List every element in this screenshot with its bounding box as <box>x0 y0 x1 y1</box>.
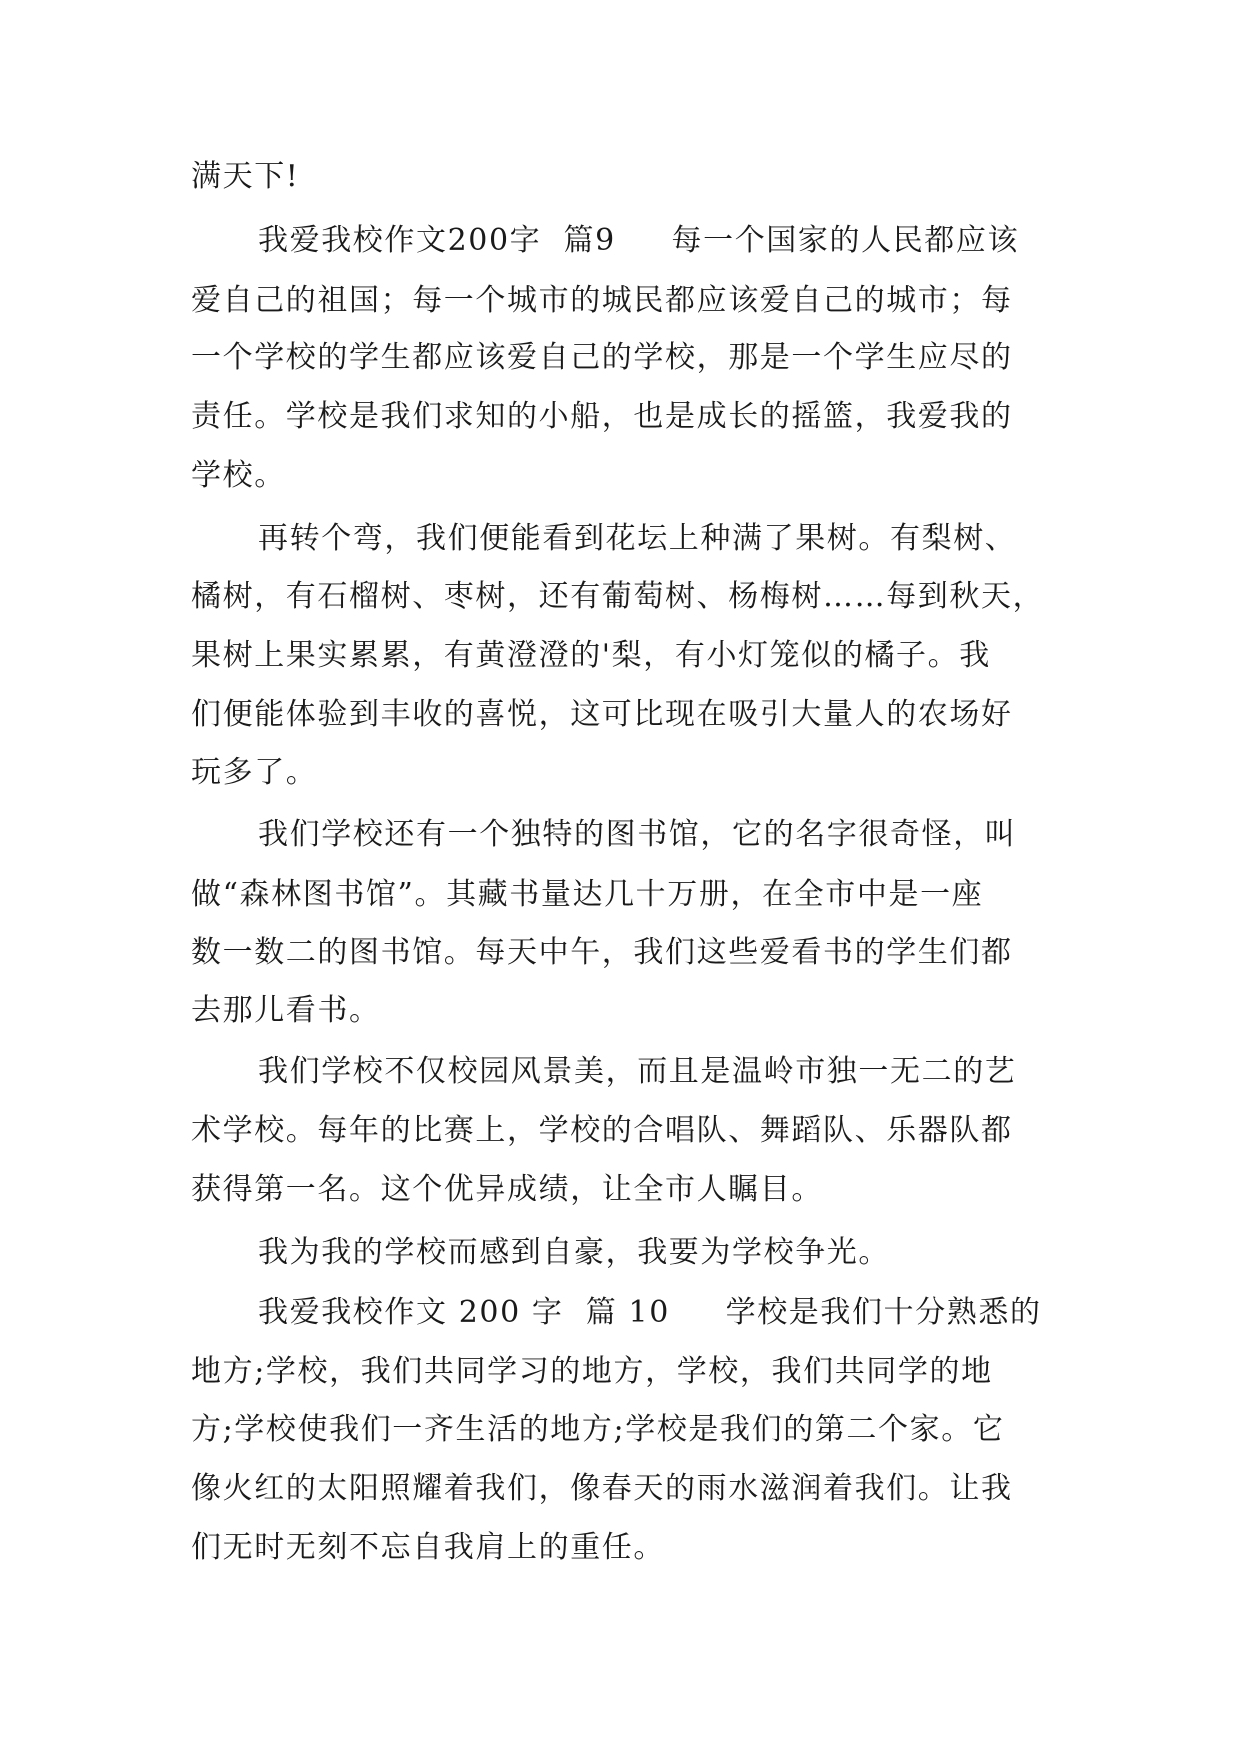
text-line: 地方;学校，我们共同学习的地方，学校，我们共同学的地 <box>191 1354 993 1389</box>
text-line: 我爱我校作文200字 篇9 每一个国家的人民都应该 <box>258 223 1020 258</box>
text-line: 再转个弯，我们便能看到花坛上种满了果树。有梨树、 <box>258 521 1017 556</box>
text-line: 获得第一名。这个优异成绩，让全市人瞩目。 <box>191 1172 823 1207</box>
text-line: 术学校。每年的比赛上，学校的合唱队、舞蹈队、乐器队都 <box>191 1113 1013 1148</box>
text-line: 橘树，有石榴树、枣树，还有葡萄树、杨梅树……每到秋天， <box>191 579 1045 614</box>
text-line: 我们学校还有一个独特的图书馆，它的名字很奇怪，叫 <box>258 817 1017 852</box>
text-line: 去那儿看书。 <box>191 993 381 1028</box>
text-line: 爱自己的祖国；每一个城市的城民都应该爱自己的城市；每 <box>191 283 1013 318</box>
text-line: 我爱我校作文 200 字 篇 10 学校是我们十分熟悉的 <box>258 1295 1042 1330</box>
text-line: 方;学校使我们一齐生活的地方;学校是我们的第二个家。它 <box>191 1412 1005 1447</box>
text-line: 一个学校的学生都应该爱自己的学校，那是一个学生应尽的 <box>191 340 1013 375</box>
text-line: 做“森林图书馆”。其藏书量达几十万册，在全市中是一座 <box>191 877 984 912</box>
text-line: 像火红的太阳照耀着我们，像春天的雨水滋润着我们。让我 <box>191 1471 1013 1506</box>
text-line: 们无时无刻不忘自我肩上的重任。 <box>191 1530 665 1565</box>
text-line: 责任。学校是我们求知的小船，也是成长的摇篮，我爱我的 <box>191 399 1013 434</box>
text-line: 满天下! <box>191 159 300 194</box>
text-line: 果树上果实累累，有黄澄澄的'梨，有小灯笼似的橘子。我 <box>191 638 991 673</box>
text-line: 我为我的学校而感到自豪，我要为学校争光。 <box>258 1235 890 1270</box>
text-line: 数一数二的图书馆。每天中午，我们这些爱看书的学生们都 <box>191 935 1013 970</box>
text-line: 们便能体验到丰收的喜悦，这可比现在吸引大量人的农场好 <box>191 697 1013 732</box>
text-line: 我们学校不仅校园风景美，而且是温岭市独一无二的艺 <box>258 1054 1017 1089</box>
text-line: 学校。 <box>191 458 286 493</box>
text-line: 玩多了。 <box>191 755 318 790</box>
